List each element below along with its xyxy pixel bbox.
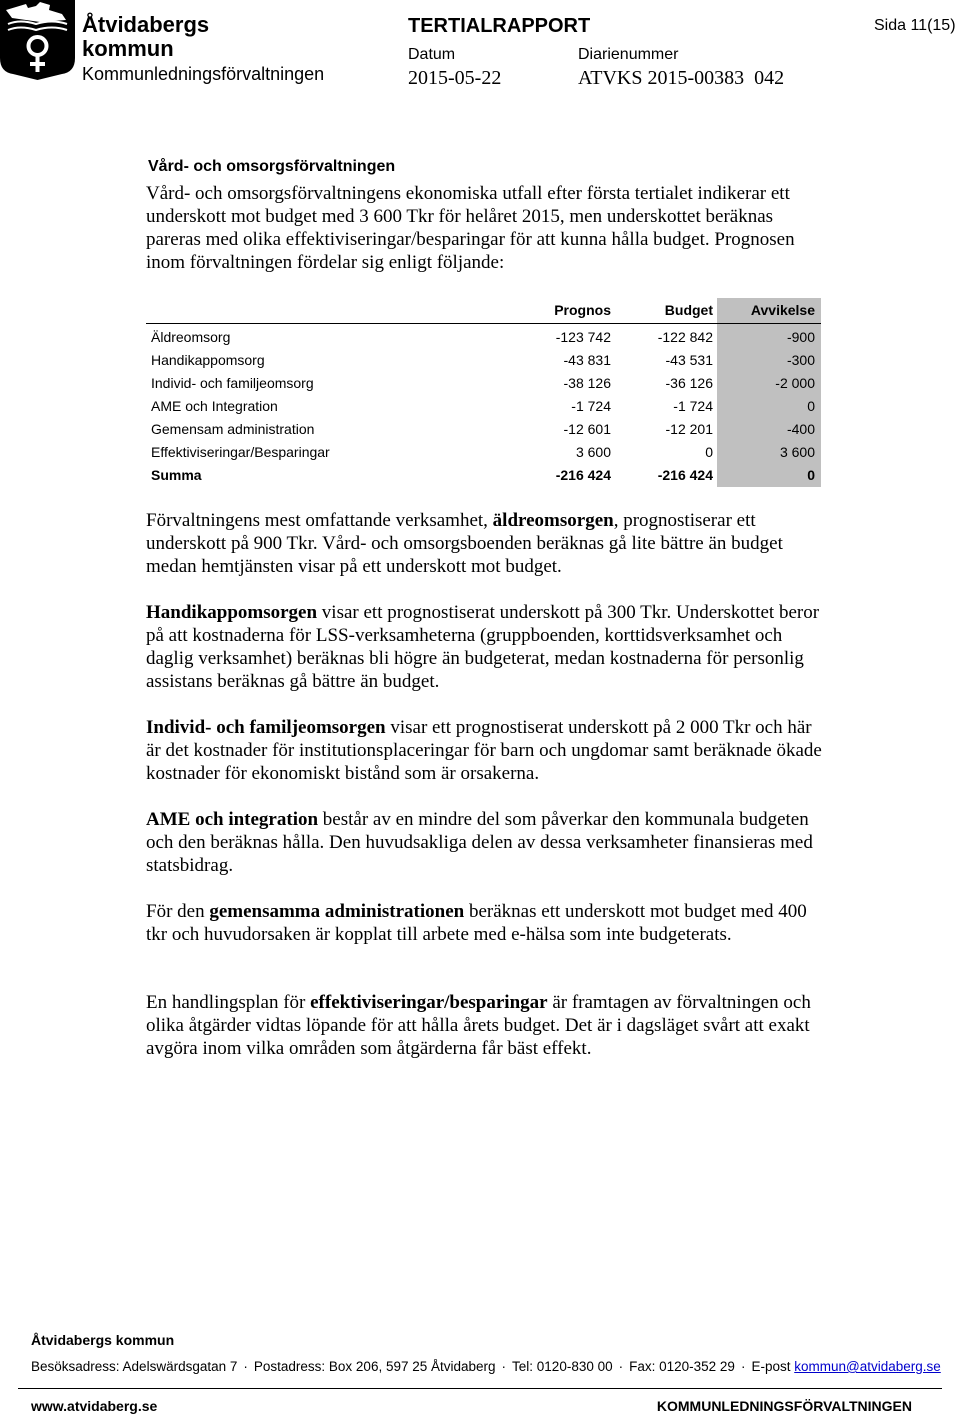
org-subtitle: kommun bbox=[82, 36, 174, 61]
table-row bbox=[146, 349, 821, 372]
paragraph-text: beräknas ett underskott mot budget med 400 tkr och huvudorsaken är kopplat till arbete med e-hälsa som inte budgeterats. bbox=[146, 901, 807, 945]
table-row bbox=[146, 441, 821, 464]
paragraph-text: Förvaltningens mest omfattande verksamhet, bbox=[146, 510, 493, 531]
registration-label: Diarienummer bbox=[578, 46, 679, 63]
paragraph-individ-familjeomsorg bbox=[146, 716, 826, 785]
row-avvikelse: -900 bbox=[717, 323, 821, 349]
paragraph-text: visar ett prognostiserat underskott på 2 000 Tkr och här är det kostnader för institutionsplaceringar för barn och ungdomar samt beräknade ökade kostnader för ekonomiskt bistånd som är orsakerna. bbox=[146, 717, 822, 784]
paragraph-text: För den bbox=[146, 901, 210, 922]
column-header-avvikelse: Avvikelse bbox=[717, 298, 821, 323]
page-number: Sida 11(15) bbox=[874, 17, 956, 34]
report-title: TERTIALRAPPORT bbox=[408, 15, 591, 37]
footer-divider bbox=[18, 1388, 942, 1389]
paragraph-text: består av en mindre del som påverkar den kommunala budgeten och den beräknas hålla. Den huvudsakliga delen av dessa verksamheter finansieras med statsbidrag. bbox=[146, 809, 813, 876]
sum-prognos: -216 424 bbox=[555, 466, 611, 483]
footer-separator: · bbox=[618, 1359, 624, 1374]
row-avvikelse: -2 000 bbox=[717, 372, 821, 395]
table-row bbox=[146, 323, 821, 349]
paragraph-highlight: AME och integration bbox=[146, 809, 319, 830]
footer-visit-address: Besöksadress: Adelswärdsgatan 7 bbox=[31, 1359, 238, 1374]
table-row bbox=[146, 372, 821, 395]
row-name: Äldreomsorg bbox=[151, 328, 231, 345]
date-value: 2015-05-22 bbox=[408, 67, 502, 89]
org-department: Kommunledningsförvaltningen bbox=[82, 64, 325, 84]
municipality-logo bbox=[0, 0, 75, 80]
footer-separator: · bbox=[501, 1359, 507, 1374]
column-header-name bbox=[146, 298, 513, 323]
row-budget: 0 bbox=[705, 443, 713, 460]
paragraph-aldreomsorg bbox=[146, 509, 826, 578]
intro-paragraph bbox=[146, 182, 826, 274]
row-prognos: -43 831 bbox=[563, 351, 611, 368]
paragraph-text: En handlingsplan för bbox=[146, 992, 311, 1013]
footer-postal-address: Postadress: Box 206, 597 25 Åtvidaberg bbox=[253, 1359, 496, 1374]
row-avvikelse: -300 bbox=[717, 349, 821, 372]
row-prognos: -12 601 bbox=[563, 420, 611, 437]
registration-value: ATVKS 2015-00383 042 bbox=[578, 67, 785, 89]
row-budget: -122 842 bbox=[657, 328, 713, 345]
row-name: Gemensam administration bbox=[151, 420, 315, 437]
paragraph-text: visar ett prognostiserat underskott på 300 Tkr. Underskottet beror på att kostnaderna för LSS-verksamheterna (gruppboenden, korttidsverksamhet och daglig verksamhet) beräknas bli högre än budgeterat, medan kostnaderna för personlig assistans beräknas gå bättre än budget. bbox=[146, 602, 820, 692]
row-prognos: -1 724 bbox=[571, 397, 611, 414]
row-budget: -36 126 bbox=[665, 374, 713, 391]
row-budget: -1 724 bbox=[673, 397, 713, 414]
paragraph-text: är framtagen av förvaltningen och olika åtgärder vidtas löpande för att hålla årets budget. Det är i dagsläget svårt att exakt avgöra inom vilka områden som åtgärderna får bäst effekt. bbox=[146, 992, 811, 1059]
paragraph-text: , prognostiserar ett underskott på 900 Tkr. Vård- och omsorgsboenden beräknas gå lite bättre än budget medan hemtjänsten visar på ett underskott mot budget. bbox=[146, 510, 783, 577]
sum-name: Summa bbox=[151, 466, 202, 483]
paragraph-highlight: Handikappomsorgen bbox=[146, 602, 318, 623]
footer-email-link[interactable]: kommun@atvidaberg.se bbox=[794, 1359, 941, 1374]
footer-website[interactable]: www.atvidaberg.se bbox=[31, 1398, 158, 1414]
row-budget: -43 531 bbox=[665, 351, 713, 368]
row-avvikelse: -400 bbox=[717, 418, 821, 441]
paragraph-effektiviseringar bbox=[146, 991, 826, 1060]
column-header-prognos: Prognos bbox=[513, 298, 615, 323]
org-name: Åtvidabergs bbox=[82, 12, 210, 37]
paragraph-handikappomsorg bbox=[146, 601, 826, 693]
column-header-budget: Budget bbox=[615, 298, 717, 323]
footer-department: KOMMUNLEDNINGSFÖRVALTNINGEN bbox=[656, 1398, 912, 1414]
row-avvikelse: 3 600 bbox=[717, 441, 821, 464]
row-prognos: -38 126 bbox=[563, 374, 611, 391]
row-avvikelse: 0 bbox=[717, 395, 821, 418]
footer-fax: Fax: 0120-352 29 bbox=[629, 1359, 735, 1374]
row-prognos: 3 600 bbox=[575, 443, 611, 460]
footer-address-line bbox=[31, 1359, 941, 1375]
row-name: Effektiviseringar/Besparingar bbox=[151, 443, 330, 460]
row-name: AME och Integration bbox=[151, 397, 278, 414]
table-header-row bbox=[146, 298, 821, 323]
budget-table bbox=[146, 298, 821, 487]
section-title: Vård- och omsorgsförvaltningen bbox=[148, 158, 396, 175]
table-row bbox=[146, 418, 821, 441]
footer-separator: · bbox=[243, 1359, 248, 1374]
footer-org: Åtvidabergs kommun bbox=[31, 1332, 175, 1348]
footer-email-label: E-post bbox=[751, 1359, 791, 1374]
table-sum-row bbox=[146, 464, 821, 487]
footer-separator: · bbox=[740, 1359, 746, 1374]
row-budget: -12 201 bbox=[665, 420, 713, 437]
paragraph-highlight: effektiviseringar/besparingar bbox=[310, 992, 548, 1013]
footer-phone: Tel: 0120-830 00 bbox=[512, 1359, 613, 1374]
paragraph-administration bbox=[146, 900, 826, 946]
paragraph-ame-integration bbox=[146, 808, 826, 877]
paragraph-highlight: gemensamma administrationen bbox=[209, 901, 465, 922]
row-name: Individ- och familjeomsorg bbox=[151, 374, 314, 391]
paragraph-highlight: Individ- och familjeomsorgen bbox=[146, 717, 386, 738]
row-name: Handikappomsorg bbox=[151, 351, 265, 368]
intro-text: Vård- och omsorgsförvaltningens ekonomiska utfall efter första tertialet indikerar ett underskott mot budget med 3 600 Tkr för helåret 2015, men underskottet beräknas pareras med olika effektiviseringar/besparingar för att kunna hålla budget. Prognosen inom förvaltningen fördelar sig enligt följande: bbox=[146, 183, 795, 273]
sum-avvikelse: 0 bbox=[717, 464, 821, 487]
sum-budget: -216 424 bbox=[657, 466, 713, 483]
date-label: Datum bbox=[408, 46, 456, 63]
paragraph-highlight: äldreomsorgen bbox=[492, 510, 614, 531]
table-row bbox=[146, 395, 821, 418]
row-prognos: -123 742 bbox=[555, 328, 611, 345]
